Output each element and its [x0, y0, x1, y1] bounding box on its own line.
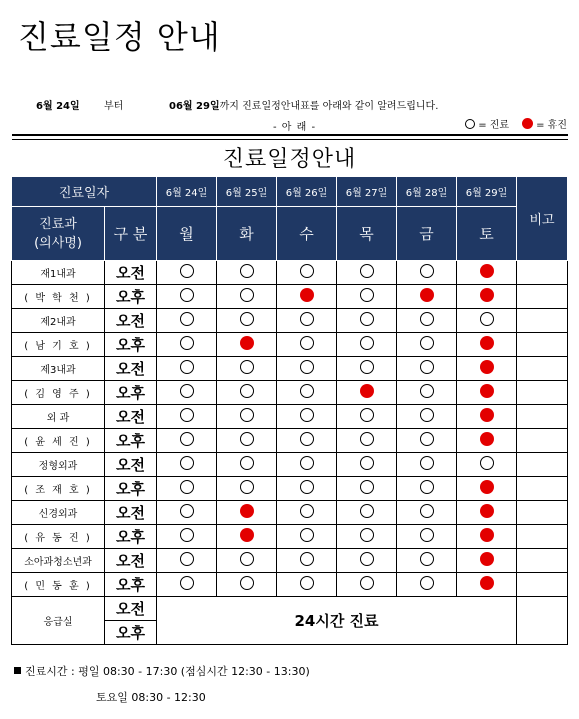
- department-name: 정형외과: [12, 453, 105, 477]
- schedule-cell: [457, 309, 517, 333]
- doctor-name: ( 윤 세 진 ): [12, 429, 105, 453]
- header-date-label: 진료일자: [12, 177, 157, 207]
- schedule-cell: [217, 501, 277, 525]
- open-circle-icon: [180, 456, 194, 470]
- closed-dot-icon: [480, 264, 494, 278]
- schedule-cell: [457, 333, 517, 357]
- schedule-cell: [337, 285, 397, 309]
- open-circle-icon: [360, 408, 374, 422]
- divider: [12, 134, 568, 136]
- schedule-cell: [157, 381, 217, 405]
- open-circle-icon: [420, 360, 434, 374]
- schedule-cell: [397, 333, 457, 357]
- schedule-cell: [337, 453, 397, 477]
- period-label: 오전: [105, 357, 157, 381]
- schedule-cell: [397, 405, 457, 429]
- schedule-cell: [157, 357, 217, 381]
- remarks-cell: [517, 429, 568, 453]
- header-date: 6월 26일: [277, 177, 337, 207]
- open-circle-icon: [300, 552, 314, 566]
- open-circle-icon: [180, 312, 194, 326]
- schedule-cell: [457, 429, 517, 453]
- schedule-cell: [457, 453, 517, 477]
- department-name: 신경외과: [12, 501, 105, 525]
- remarks-cell: [517, 501, 568, 525]
- closed-dot-icon: [480, 480, 494, 494]
- schedule-cell: [397, 285, 457, 309]
- table-row: [12, 549, 568, 573]
- hours-note-weekday: 진료시간 : 평일 08:30 - 17:30 (점심시간 12:30 - 13:30): [14, 663, 310, 679]
- schedule-cell: [337, 525, 397, 549]
- header-day: 수: [277, 207, 337, 261]
- header-date: 6월 25일: [217, 177, 277, 207]
- remarks-cell: [517, 597, 568, 645]
- header-day: 월: [157, 207, 217, 261]
- period-label: 오후: [105, 285, 157, 309]
- schedule-cell: [397, 573, 457, 597]
- period-label: 오후: [105, 429, 157, 453]
- schedule-cell: [217, 477, 277, 501]
- remarks-cell: [517, 453, 568, 477]
- schedule-cell: [337, 381, 397, 405]
- open-circle-icon: [360, 288, 374, 302]
- closed-dot-icon: [480, 504, 494, 518]
- intro-start-date: 6월 24일: [36, 101, 80, 112]
- department-name: 제2내과: [12, 309, 105, 333]
- intro-below-heading: - 아 래 -: [273, 122, 317, 133]
- schedule-cell: [397, 261, 457, 285]
- schedule-table: [11, 176, 568, 645]
- legend: [465, 116, 567, 131]
- open-circle-icon: [300, 528, 314, 542]
- schedule-cell: [337, 333, 397, 357]
- header-day: 목: [337, 207, 397, 261]
- closed-dot-icon: [240, 504, 254, 518]
- remarks-cell: [517, 309, 568, 333]
- doctor-name: ( 김 영 주 ): [12, 381, 105, 405]
- open-circle-icon: [180, 264, 194, 278]
- schedule-cell: [397, 501, 457, 525]
- schedule-cell: [337, 405, 397, 429]
- schedule-cell: [457, 549, 517, 573]
- period-label: 오후: [105, 525, 157, 549]
- closed-dot-icon: [522, 118, 533, 129]
- header-period-label: 구 분: [105, 207, 157, 261]
- header-day: 화: [217, 207, 277, 261]
- open-circle-icon: [300, 264, 314, 278]
- open-circle-icon: [180, 432, 194, 446]
- header-date: 6월 24일: [157, 177, 217, 207]
- emergency-label: 응급실: [12, 597, 105, 645]
- open-circle-icon: [420, 480, 434, 494]
- schedule-cell: [277, 357, 337, 381]
- open-circle-icon: [240, 456, 254, 470]
- doctor-name: ( 유 동 진 ): [12, 525, 105, 549]
- open-circle-icon: [240, 312, 254, 326]
- open-circle-icon: [300, 384, 314, 398]
- doctor-name: ( 남 기 호 ): [12, 333, 105, 357]
- schedule-cell: [337, 549, 397, 573]
- schedule-cell: [337, 357, 397, 381]
- open-circle-icon: [180, 504, 194, 518]
- schedule-cell: [397, 525, 457, 549]
- department-name: 제3내과: [12, 357, 105, 381]
- table-row: [12, 309, 568, 333]
- open-circle-icon: [360, 480, 374, 494]
- open-circle-icon: [180, 288, 194, 302]
- open-circle-icon: [420, 552, 434, 566]
- schedule-cell: [157, 477, 217, 501]
- schedule-cell: [217, 405, 277, 429]
- schedule-cell: [217, 357, 277, 381]
- schedule-cell: [277, 261, 337, 285]
- schedule-cell: [457, 357, 517, 381]
- table-row: [12, 429, 568, 453]
- schedule-cell: [337, 477, 397, 501]
- table-row: [12, 357, 568, 381]
- remarks-cell: [517, 381, 568, 405]
- divider: [12, 139, 568, 140]
- bullet-square-icon: [14, 667, 21, 674]
- schedule-cell: [457, 477, 517, 501]
- schedule-cell: [277, 573, 337, 597]
- open-circle-icon: [300, 312, 314, 326]
- open-circle-icon: [240, 552, 254, 566]
- schedule-cell: [457, 501, 517, 525]
- schedule-cell: [397, 453, 457, 477]
- open-circle-icon: [420, 576, 434, 590]
- closed-dot-icon: [480, 408, 494, 422]
- open-circle-icon: [300, 456, 314, 470]
- schedule-cell: [217, 285, 277, 309]
- schedule-cell: [157, 573, 217, 597]
- closed-dot-icon: [360, 384, 374, 398]
- schedule-cell: [277, 381, 337, 405]
- doctor-name: ( 조 재 호 ): [12, 477, 105, 501]
- open-circle-icon: [420, 384, 434, 398]
- header-dept-label: 진료과 (의사명): [12, 207, 105, 261]
- schedule-cell: [217, 573, 277, 597]
- open-circle-icon: [180, 528, 194, 542]
- schedule-cell: [217, 309, 277, 333]
- schedule-cell: [157, 405, 217, 429]
- open-circle-icon: [240, 264, 254, 278]
- remarks-cell: [517, 477, 568, 501]
- closed-dot-icon: [480, 528, 494, 542]
- intro-from: 부터: [104, 101, 124, 112]
- open-circle-icon: [180, 552, 194, 566]
- remarks-cell: [517, 285, 568, 309]
- schedule-cell: [157, 453, 217, 477]
- table-row: [12, 477, 568, 501]
- closed-dot-icon: [480, 336, 494, 350]
- schedule-cell: [457, 573, 517, 597]
- open-circle-icon: [360, 360, 374, 374]
- closed-dot-icon: [420, 288, 434, 302]
- open-circle-icon: [180, 384, 194, 398]
- schedule-cell: [157, 261, 217, 285]
- schedule-cell: [157, 333, 217, 357]
- legend-open-label: = 진료: [478, 120, 510, 131]
- hours-note-saturday: 토요일 08:30 - 12:30: [96, 691, 206, 704]
- open-circle-icon: [300, 432, 314, 446]
- open-circle-icon: [240, 360, 254, 374]
- schedule-cell: [277, 525, 337, 549]
- open-circle-icon: [360, 264, 374, 278]
- schedule-cell: [217, 429, 277, 453]
- open-circle-icon: [360, 456, 374, 470]
- open-circle-icon: [420, 336, 434, 350]
- header-row-dates: [12, 177, 568, 207]
- open-circle-icon: [465, 119, 475, 129]
- period-label: 오전: [105, 549, 157, 573]
- schedule-cell: [157, 549, 217, 573]
- table-row: [12, 573, 568, 597]
- open-circle-icon: [240, 480, 254, 494]
- schedule-cell: [337, 261, 397, 285]
- table-title: 진료일정안내: [222, 147, 357, 172]
- open-circle-icon: [240, 288, 254, 302]
- closed-dot-icon: [480, 360, 494, 374]
- open-circle-icon: [240, 384, 254, 398]
- open-circle-icon: [180, 576, 194, 590]
- open-circle-icon: [180, 408, 194, 422]
- closed-dot-icon: [480, 552, 494, 566]
- schedule-cell: [277, 405, 337, 429]
- schedule-cell: [397, 429, 457, 453]
- header-remarks: 비고: [517, 177, 568, 261]
- remarks-cell: [517, 573, 568, 597]
- open-circle-icon: [480, 456, 494, 470]
- schedule-cell: [277, 309, 337, 333]
- schedule-cell: [457, 381, 517, 405]
- department-name: 소아과청소년과: [12, 549, 105, 573]
- schedule-cell: [397, 549, 457, 573]
- schedule-cell: [277, 333, 337, 357]
- open-circle-icon: [360, 552, 374, 566]
- header-date: 6월 29일: [457, 177, 517, 207]
- schedule-cell: [277, 501, 337, 525]
- table-row: [12, 453, 568, 477]
- remarks-cell: [517, 333, 568, 357]
- doctor-name: ( 민 동 훈 ): [12, 573, 105, 597]
- closed-dot-icon: [480, 384, 494, 398]
- schedule-cell: [157, 309, 217, 333]
- open-circle-icon: [240, 576, 254, 590]
- schedule-cell: [217, 381, 277, 405]
- period-label: 오전: [105, 405, 157, 429]
- closed-dot-icon: [480, 576, 494, 590]
- period-label: 오전: [105, 453, 157, 477]
- header-date: 6월 28일: [397, 177, 457, 207]
- schedule-cell: [217, 453, 277, 477]
- closed-dot-icon: [480, 432, 494, 446]
- period-label: 오후: [105, 333, 157, 357]
- open-circle-icon: [180, 480, 194, 494]
- schedule-cell: [457, 405, 517, 429]
- emergency-hours: 24시간 진료: [157, 597, 517, 645]
- open-circle-icon: [300, 336, 314, 350]
- table-row: [12, 381, 568, 405]
- period-label: 오후: [105, 381, 157, 405]
- open-circle-icon: [300, 576, 314, 590]
- schedule-cell: [337, 309, 397, 333]
- legend-closed-label: = 휴진: [536, 120, 567, 131]
- table-row: [12, 501, 568, 525]
- schedule-cell: [277, 429, 337, 453]
- open-circle-icon: [360, 528, 374, 542]
- open-circle-icon: [420, 408, 434, 422]
- schedule-cell: [217, 525, 277, 549]
- schedule-cell: [157, 285, 217, 309]
- period-label: 오후: [105, 573, 157, 597]
- closed-dot-icon: [480, 288, 494, 302]
- table-row: [12, 261, 568, 285]
- table-row: [12, 285, 568, 309]
- department-name: 재1내과: [12, 261, 105, 285]
- table-row: [12, 333, 568, 357]
- page-title: 진료일정 안내: [18, 18, 221, 56]
- schedule-cell: [217, 261, 277, 285]
- closed-dot-icon: [240, 336, 254, 350]
- header-date: 6월 27일: [337, 177, 397, 207]
- schedule-cell: [157, 429, 217, 453]
- period-label: 오전: [105, 501, 157, 525]
- schedule-cell: [277, 453, 337, 477]
- table-row: [12, 597, 568, 621]
- schedule-cell: [157, 525, 217, 549]
- remarks-cell: [517, 405, 568, 429]
- open-circle-icon: [480, 312, 494, 326]
- closed-dot-icon: [240, 528, 254, 542]
- remarks-cell: [517, 525, 568, 549]
- open-circle-icon: [240, 408, 254, 422]
- schedule-cell: [457, 261, 517, 285]
- schedule-cell: [397, 477, 457, 501]
- open-circle-icon: [420, 264, 434, 278]
- schedule-cell: [277, 477, 337, 501]
- open-circle-icon: [180, 360, 194, 374]
- period-label: 오후: [105, 621, 157, 645]
- open-circle-icon: [360, 432, 374, 446]
- open-circle-icon: [420, 432, 434, 446]
- table-row: [12, 405, 568, 429]
- remarks-cell: [517, 357, 568, 381]
- open-circle-icon: [300, 360, 314, 374]
- header-day: 금: [397, 207, 457, 261]
- schedule-cell: [337, 429, 397, 453]
- department-name: 외 과: [12, 405, 105, 429]
- schedule-cell: [457, 285, 517, 309]
- open-circle-icon: [420, 312, 434, 326]
- schedule-cell: [277, 285, 337, 309]
- doctor-name: ( 박 학 천 ): [12, 285, 105, 309]
- header-row-days: [12, 207, 568, 261]
- remarks-cell: [517, 261, 568, 285]
- open-circle-icon: [420, 456, 434, 470]
- schedule-cell: [457, 525, 517, 549]
- period-label: 오전: [105, 597, 157, 621]
- schedule-cell: [157, 501, 217, 525]
- schedule-cell: [397, 381, 457, 405]
- schedule-cell: [397, 357, 457, 381]
- open-circle-icon: [300, 408, 314, 422]
- open-circle-icon: [420, 504, 434, 518]
- period-label: 오전: [105, 261, 157, 285]
- open-circle-icon: [360, 336, 374, 350]
- intro-end-sentence: 06월 29일까지 진료일정안내표를 아래와 같이 알려드립니다.: [169, 101, 439, 112]
- table-row: [12, 525, 568, 549]
- open-circle-icon: [360, 312, 374, 326]
- open-circle-icon: [300, 480, 314, 494]
- schedule-cell: [337, 573, 397, 597]
- open-circle-icon: [420, 528, 434, 542]
- open-circle-icon: [180, 336, 194, 350]
- header-day: 토: [457, 207, 517, 261]
- schedule-cell: [397, 309, 457, 333]
- schedule-cell: [217, 549, 277, 573]
- open-circle-icon: [360, 576, 374, 590]
- period-label: 오전: [105, 309, 157, 333]
- schedule-cell: [337, 501, 397, 525]
- open-circle-icon: [360, 504, 374, 518]
- schedule-cell: [217, 333, 277, 357]
- period-label: 오후: [105, 477, 157, 501]
- schedule-cell: [277, 549, 337, 573]
- remarks-cell: [517, 549, 568, 573]
- open-circle-icon: [240, 432, 254, 446]
- open-circle-icon: [300, 504, 314, 518]
- closed-dot-icon: [300, 288, 314, 302]
